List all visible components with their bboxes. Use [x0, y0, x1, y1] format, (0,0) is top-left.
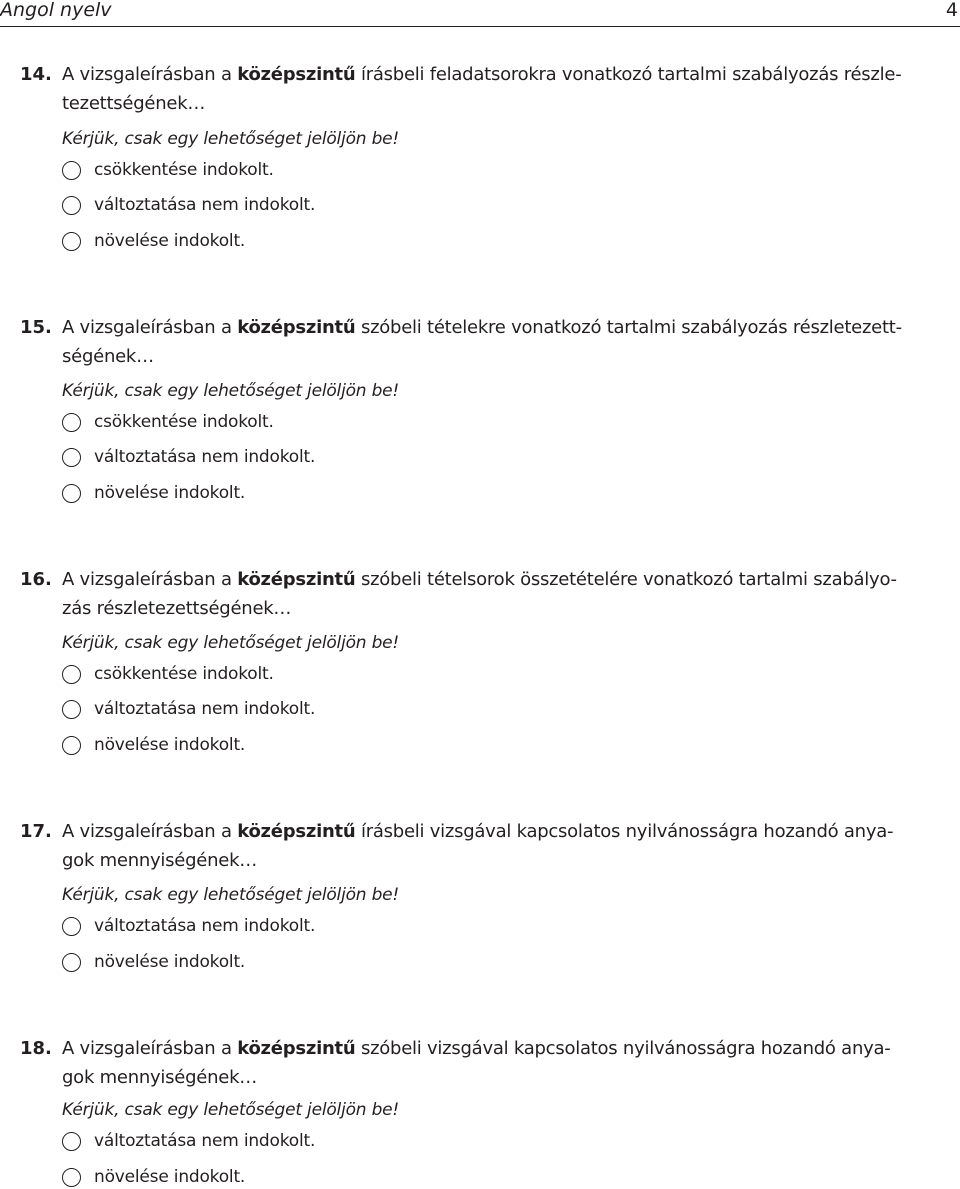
question-text	[62, 817, 952, 875]
option-radio[interactable]	[62, 445, 315, 469]
question-text	[62, 60, 952, 118]
radio-circle[interactable]	[62, 700, 81, 719]
option-radio[interactable]	[62, 193, 315, 217]
option-label: változtatása nem indokolt.	[94, 447, 316, 467]
option-label: növelése indokolt.	[94, 952, 246, 972]
radio-circle[interactable]	[62, 413, 81, 432]
option-radio[interactable]	[62, 481, 245, 505]
option-label: növelése indokolt.	[94, 483, 246, 503]
option-radio[interactable]	[62, 1165, 245, 1189]
option-label: változtatása nem indokolt.	[94, 916, 316, 936]
question-number: 15.	[20, 317, 52, 338]
question-text-bold: középszintű	[237, 317, 356, 338]
question-text-bold: középszintű	[237, 569, 356, 590]
instruction-text: Kérjük, csak egy lehetőséget jelöljön be!	[62, 633, 400, 653]
page-header	[0, 0, 960, 27]
radio-circle[interactable]	[62, 232, 81, 251]
option-label: csökkentése indokolt.	[94, 664, 274, 684]
option-radio[interactable]	[62, 697, 315, 721]
radio-circle[interactable]	[62, 1168, 81, 1187]
question-text-start: A vizsgaleírásban a	[62, 317, 238, 338]
option-radio[interactable]	[62, 1129, 315, 1153]
radio-circle[interactable]	[62, 1132, 81, 1151]
question-number: 16.	[20, 569, 52, 590]
question-text-start: A vizsgaleírásban a	[62, 821, 238, 842]
instruction-text: Kérjük, csak egy lehetőséget jelöljön be!	[62, 1100, 400, 1120]
option-radio[interactable]	[62, 662, 274, 686]
question-text-line2: tezettségének…	[62, 93, 206, 114]
radio-circle[interactable]	[62, 665, 81, 684]
option-label: változtatása nem indokolt.	[94, 699, 316, 719]
question-text-line2: gok mennyiségének…	[62, 850, 258, 871]
option-label: változtatása nem indokolt.	[94, 195, 316, 215]
option-radio[interactable]	[62, 410, 274, 434]
radio-circle[interactable]	[62, 953, 81, 972]
question-text-start: A vizsgaleírásban a	[62, 64, 238, 85]
instruction-text: Kérjük, csak egy lehetőséget jelöljön be!	[62, 885, 400, 905]
instruction-text: Kérjük, csak egy lehetőséget jelöljön be!	[62, 381, 400, 401]
question-text-bold: középszintű	[237, 1038, 356, 1059]
radio-circle[interactable]	[62, 917, 81, 936]
question-text-start: A vizsgaleírásban a	[62, 1038, 238, 1059]
question-number: 17.	[20, 821, 52, 842]
question-text	[62, 565, 952, 623]
question-text-line2: zás részletezettségének…	[62, 598, 292, 619]
option-label: növelése indokolt.	[94, 231, 246, 251]
option-radio[interactable]	[62, 229, 245, 253]
option-radio[interactable]	[62, 733, 245, 757]
question-text-end: írásbeli feladatsorokra vonatkozó tartalmi szabályozás részle-	[355, 64, 902, 85]
option-label: növelése indokolt.	[94, 735, 246, 755]
question-text-bold: középszintű	[237, 821, 356, 842]
question-text-line2: gok mennyiségének…	[62, 1067, 258, 1088]
option-radio[interactable]	[62, 158, 274, 182]
question-text-line2: ségének…	[62, 346, 154, 367]
question-text-start: A vizsgaleírásban a	[62, 569, 238, 590]
question-number: 14.	[20, 64, 52, 85]
question-text-bold: középszintű	[237, 64, 356, 85]
radio-circle[interactable]	[62, 448, 81, 467]
radio-circle[interactable]	[62, 161, 81, 180]
question-text	[62, 1034, 952, 1092]
question-text	[62, 313, 952, 371]
subject-title: Angol nyelv	[0, 0, 112, 21]
question-text-end: szóbeli tételsorok összetételére vonatkozó tartalmi szabályo-	[355, 569, 897, 590]
option-label: csökkentése indokolt.	[94, 412, 274, 432]
question-text-end: írásbeli vizsgával kapcsolatos nyilvánosságra hozandó anya-	[355, 821, 894, 842]
instruction-text: Kérjük, csak egy lehetőséget jelöljön be!	[62, 129, 400, 149]
question-text-end: szóbeli tételekre vonatkozó tartalmi szabályozás részletezett-	[355, 317, 902, 338]
option-label: növelése indokolt.	[94, 1167, 246, 1187]
radio-circle[interactable]	[62, 196, 81, 215]
question-text-end: szóbeli vizsgával kapcsolatos nyilvánosságra hozandó anya-	[355, 1038, 891, 1059]
option-label: csökkentése indokolt.	[94, 160, 274, 180]
question-number: 18.	[20, 1038, 52, 1059]
option-radio[interactable]	[62, 914, 315, 938]
page-number: 4	[945, 0, 958, 21]
option-label: változtatása nem indokolt.	[94, 1131, 316, 1151]
option-radio[interactable]	[62, 950, 245, 974]
radio-circle[interactable]	[62, 736, 81, 755]
radio-circle[interactable]	[62, 484, 81, 503]
